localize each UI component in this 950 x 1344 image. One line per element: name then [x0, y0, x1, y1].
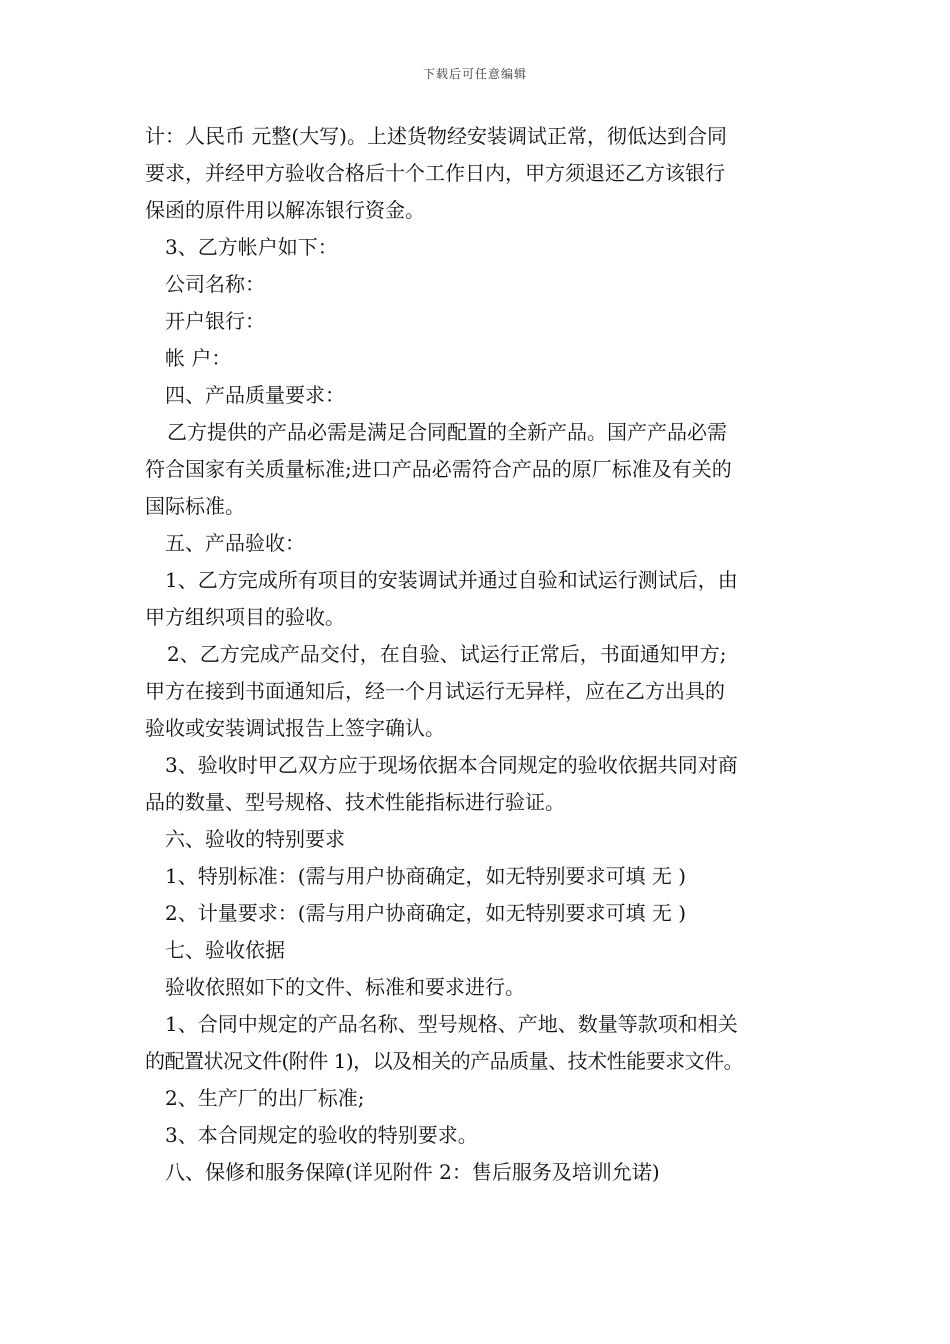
text-line: 2、计量要求：(需与用户协商确定，如无特别要求可填 无 ): [165, 901, 687, 925]
text-line: 四、产品质量要求：: [165, 383, 345, 407]
section-heading: [145, 1154, 810, 1191]
text-line: 验收依照如下的文件、标准和要求进行。: [165, 975, 525, 999]
paragraph: [145, 858, 810, 895]
paragraph: [145, 414, 810, 525]
paragraph: [145, 969, 810, 1006]
text-line: 帐 户：: [165, 346, 232, 370]
text-line: 2、乙方完成产品交付，在自验、试运行正常后，书面通知甲方;: [167, 642, 727, 666]
paragraph: [145, 895, 810, 932]
paragraph: [145, 1080, 810, 1117]
text-line: 3、乙方帐户如下：: [165, 235, 338, 259]
text-line: 3、验收时甲乙双方应于现场依据本合同规定的验收依据共同对商: [165, 753, 738, 777]
text-line: 品的数量、型号规格、技术性能指标进行验证。: [145, 790, 565, 814]
section-heading: [145, 525, 810, 562]
paragraph: [145, 118, 810, 229]
section-heading: [145, 821, 810, 858]
text-line: 七、验收依据: [165, 938, 285, 962]
paragraph: [145, 562, 810, 636]
text-line: 五、产品验收：: [165, 531, 305, 555]
text-line: 要求，并经甲方验收合格后十个工作日内，甲方须退还乙方该银行: [145, 161, 725, 185]
page-header: 下载后可任意编辑: [422, 67, 527, 81]
paragraph: [145, 229, 810, 266]
text-line: 符合国家有关质量标准;进口产品必需符合产品的原厂标准及有关的: [145, 457, 732, 481]
text-line: 甲方组织项目的验收。: [145, 605, 345, 629]
text-line: 1、乙方完成所有项目的安装调试并通过自验和试运行测试后，由: [165, 568, 738, 592]
text-line: 计：人民币 元整(大写)。上述货物经安装调试正常，彻低达到合同: [145, 124, 727, 148]
paragraph: [145, 636, 810, 747]
paragraph: [145, 340, 810, 377]
text-line: 甲方在接到书面通知后，经一个月试运行无异样，应在乙方出具的: [145, 679, 725, 703]
text-line: 1、特别标准：(需与用户协商确定，如无特别要求可填 无 ): [165, 864, 687, 888]
section-heading: [145, 932, 810, 969]
paragraph: [145, 266, 810, 303]
paragraph: [145, 1117, 810, 1154]
paragraph: [145, 303, 810, 340]
text-line: 2、生产厂的出厂标准;: [165, 1086, 365, 1110]
text-line: 保函的原件用以解冻银行资金。: [145, 198, 425, 222]
text-line: 国际标准。: [145, 494, 245, 518]
text-line: 的配置状况文件(附件 1)，以及相关的产品质量、技术性能要求文件。: [145, 1049, 744, 1073]
text-line: 六、验收的特别要求: [165, 827, 345, 851]
text-line: 验收或安装调试报告上签字确认。: [145, 716, 445, 740]
text-line: 3、本合同规定的验收的特别要求。: [165, 1123, 478, 1147]
paragraph: [145, 747, 810, 821]
text-line: 开户银行：: [165, 309, 265, 333]
section-heading: [145, 377, 810, 414]
text-line: 公司名称：: [165, 272, 265, 296]
paragraph: [145, 1006, 810, 1080]
text-line: 八、保修和服务保障(详见附件 2：售后服务及培训允诺): [165, 1160, 660, 1184]
text-line: 1、合同中规定的产品名称、型号规格、产地、数量等款项和相关: [165, 1012, 738, 1036]
document-body: [145, 118, 810, 1191]
text-line: 乙方提供的产品必需是满足合同配置的全新产品。国产产品必需: [167, 420, 727, 444]
